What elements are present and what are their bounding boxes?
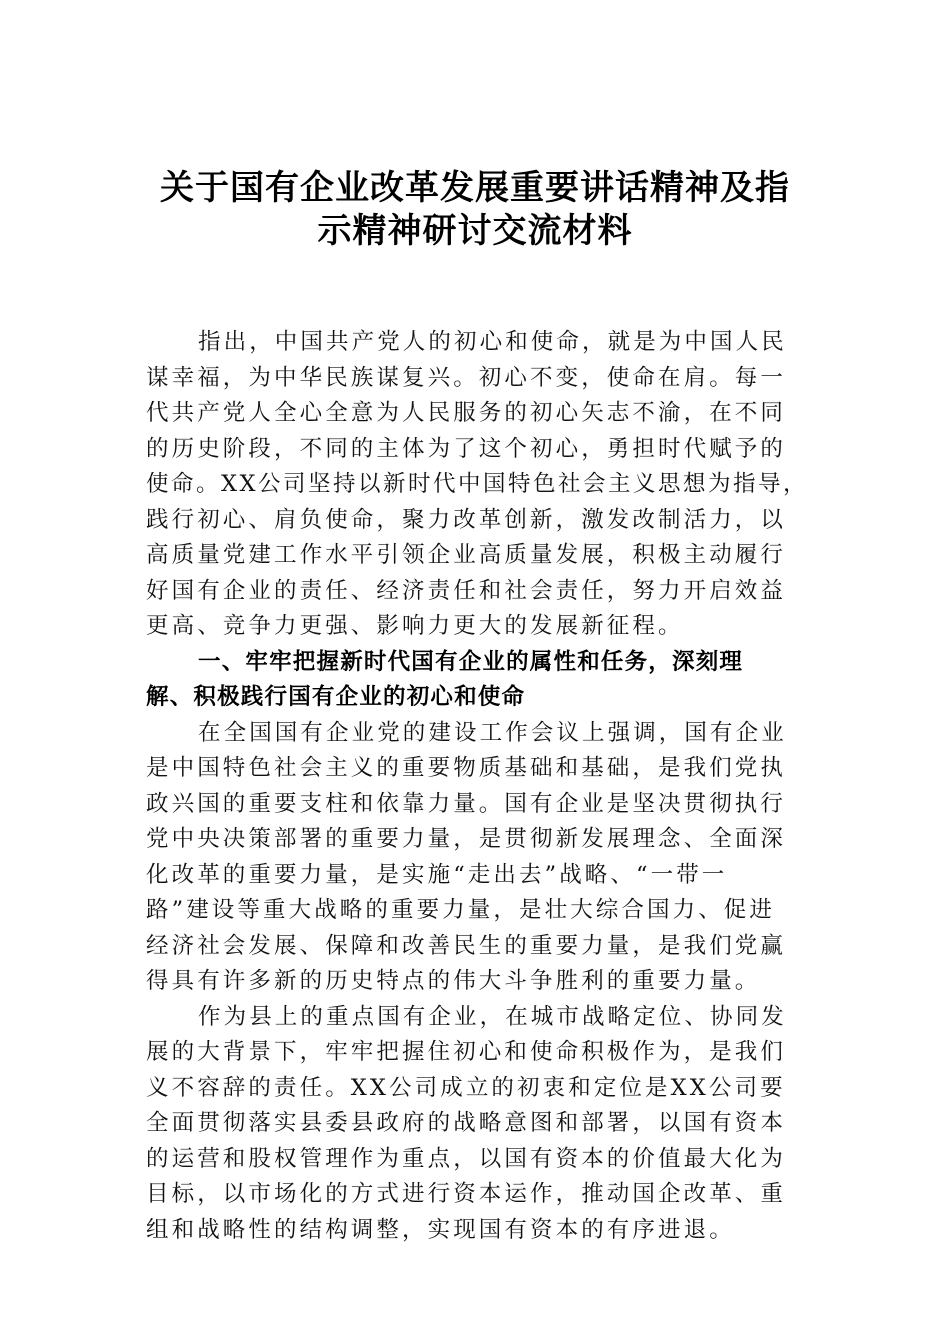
paragraph-line: 得具有许多新的历史特点的伟大斗争胜利的重要力量。 [146, 968, 761, 994]
paragraph-line: 更高、竞争力更强、影响力更大的发展新征程。 [146, 613, 684, 639]
paragraph-line: 代共产党人全心全意为人民服务的初心矢志不渝，在不同 [146, 400, 787, 426]
paragraph-line: 政兴国的重要支柱和依靠力量。国有企业是坚决贯彻执行 [146, 790, 787, 817]
paragraph-line: 组和战略性的结构调整，实现国有资本的有序进退。 [146, 1216, 735, 1243]
paragraph-line: 全面贯彻落实县委县政府的战略意图和部署，以国有资本 [146, 1110, 787, 1136]
paragraph-line: 路”建设等重大战略的重要力量，是壮大综合国力、促进 [146, 897, 776, 923]
paragraph-line: 作为县上的重点国有企业，在城市战略定位、协同发 [198, 1003, 787, 1030]
section-heading-line: 解、积极践行国有企业的初心和使命 [146, 684, 526, 710]
paragraph-line: 的运营和股权管理作为重点，以国有资本的价值最大化为 [146, 1145, 787, 1172]
paragraph-line: 义不容辞的责任。XX公司成立的初衷和定位是XX公司要 [146, 1074, 786, 1101]
paragraph-line: 谋幸福，为中华民族谋复兴。初心不变，使命在肩。每一 [146, 364, 787, 391]
section-heading-line: 一、牢牢把握新时代国有企业的属性和任务，深刻理 [198, 648, 744, 675]
paragraph-line: 展的大背景下，牢牢把握住初心和使命积极作为，是我们 [146, 1039, 787, 1065]
paragraph-line: 好国有企业的责任、经济责任和社会责任，努力开启效益 [146, 577, 787, 604]
paragraph-line: 的历史阶段，不同的主体为了这个初心，勇担时代赋予的 [146, 435, 787, 462]
document-body [146, 325, 808, 1248]
paragraph-line: 经济社会发展、保障和改善民生的重要力量，是我们党赢 [146, 932, 787, 959]
paragraph-line: 是中国特色社会主义的重要物质基础和基础，是我们党执 [146, 755, 787, 781]
paragraph-line: 化改革的重要力量，是实施“走出去”战略、“一带一 [146, 861, 728, 888]
paragraph-line: 践行初心、肩负使命，聚力改革创新，激发改制活力，以 [146, 506, 787, 533]
paragraph-line: 高质量党建工作水平引领企业高质量发展，积极主动履行 [146, 542, 787, 568]
document-title-line-1: 关于国有企业改革发展重要讲话精神及指 [160, 168, 790, 208]
paragraph-line: 指出，中国共产党人的初心和使命，就是为中国人民 [198, 329, 787, 355]
paragraph-line: 党中央决策部署的重要力量，是贯彻新发展理念、全面深 [146, 826, 787, 852]
paragraph-line: 在全国国有企业党的建设工作会议上强调，国有企业 [198, 719, 787, 746]
paragraph-line: 目标，以市场化的方式进行资本运作，推动国企改革、重 [146, 1181, 787, 1207]
paragraph-line: 使命。XX公司坚持以新时代中国特色社会主义思想为指导， [146, 471, 809, 497]
document-title-line-2: 示精神研讨交流材料 [317, 211, 633, 251]
